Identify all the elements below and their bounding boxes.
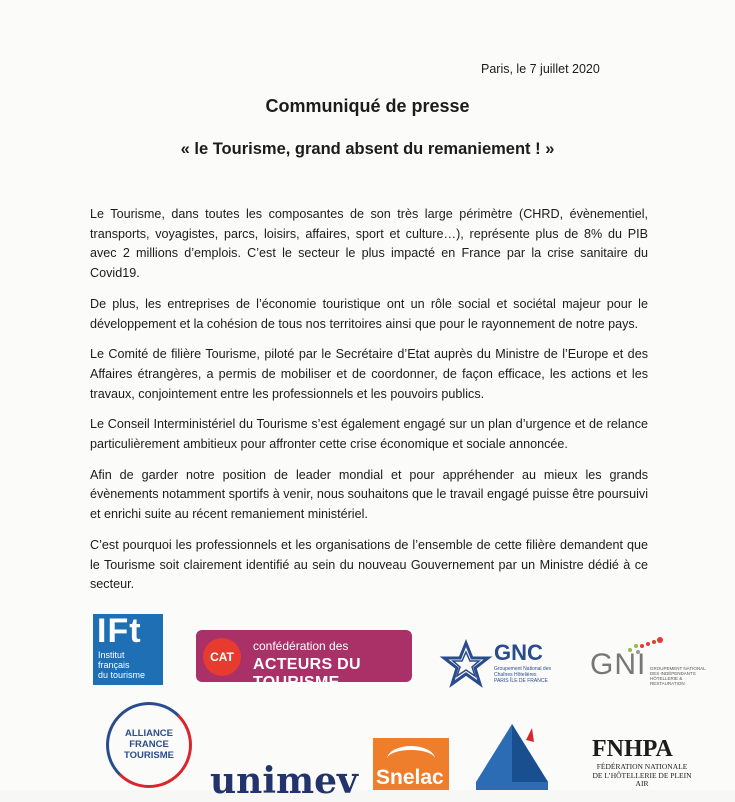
snelac-logo bbox=[373, 738, 449, 790]
paragraph: Le Conseil Interministériel du Tourisme s’est également engagé sur un plan d’urgence et de relance particulièrement ambitieux pour affronter cette crise économique et sociale annoncée. bbox=[90, 417, 648, 452]
star-outline-icon bbox=[442, 640, 490, 688]
cat-line1: confédération des bbox=[253, 639, 349, 653]
paragraph: C’est pourquoi les professionnels et les organisations de l’ensemble de cette filière demandent que le Tourisme soit clairement identifié au sein du nouveau Gouvernement par un Ministre dédié à ce secteur. bbox=[90, 537, 648, 592]
release-body bbox=[90, 205, 648, 606]
gnc-mark: GNC bbox=[494, 640, 543, 665]
unimev-logo bbox=[210, 760, 370, 802]
mountain-logo bbox=[472, 720, 552, 790]
release-date: Paris, le 7 juillet 2020 bbox=[481, 62, 600, 76]
gni-logo bbox=[590, 636, 710, 686]
unimev-text: unimev bbox=[210, 760, 358, 802]
fnhpa-mark: FNHPA bbox=[592, 736, 673, 762]
gnc-logo bbox=[442, 638, 554, 690]
gni-mark: GNI bbox=[590, 648, 647, 681]
fnhpa-text: FÉDÉRATION NATIONALE DE L’HÔTELLERIE DE PLEIN AIR bbox=[592, 762, 692, 788]
mountain-icon bbox=[472, 720, 552, 790]
ift-logo-mark: IFt bbox=[97, 612, 142, 650]
ift-logo bbox=[93, 614, 163, 685]
gnc-text: Groupement National des Chaînes Hôtelières PARIS ÎLE DE FRANCE bbox=[494, 666, 551, 684]
cat-line2: ACTEURS DU TOURISME bbox=[253, 656, 361, 691]
paragraph: Le Tourisme, dans toutes les composantes de son très large périmètre (CHRD, évènementiel, transports, voyagistes, parcs, loisirs, affaires, sport et culture…), représente plus de 8% du PIB avec 2 millions d’emplois. C’est le secteur le plus impacté en France par la crise sanitaire du Covid19. bbox=[90, 207, 648, 281]
paragraph: Le Comité de filière Tourisme, piloté par le Secrétaire d’Etat auprès du Ministre de l’Europe et des Affaires étrangères, a permis de mobiliser et de coordonner, de façon efficace, les actions et les travaux, conjointement entre les professionnels et les pouvoirs publics. bbox=[90, 347, 648, 401]
fnhpa-logo bbox=[592, 736, 692, 790]
paragraph: Afin de garder notre position de leader mondial et pour appréhender au mieux les grands évènements notamment sportifs à venir, nous souhaitons que le travail engagé puisse être poursuivi et enrichi suite au récent remaniement ministériel. bbox=[90, 467, 648, 522]
paragraph: De plus, les entreprises de l’économie touristique ont un rôle social et sociétal majeur pour le développement et la cohésion de tous nos territoires ainsi que pour le rayonnement de notre pays. bbox=[90, 296, 648, 331]
snelac-text: Snelac bbox=[376, 766, 444, 789]
gni-text: GROUPEMENT NATIONAL DES INDÉPENDANTS HÔTELLERIE & RESTAURATION bbox=[650, 666, 706, 686]
alliance-france-tourisme-logo bbox=[106, 702, 192, 790]
alliance-text: ALLIANCE FRANCE TOURISME bbox=[124, 728, 174, 761]
page-subtitle: « le Tourisme, grand absent du remaniement ! » bbox=[180, 140, 555, 158]
ift-logo-text: Institut français du tourisme bbox=[98, 650, 146, 680]
page-title: Communiqué de presse bbox=[265, 96, 470, 116]
cat-logo bbox=[196, 630, 412, 691]
cat-badge: CAT bbox=[203, 638, 241, 676]
